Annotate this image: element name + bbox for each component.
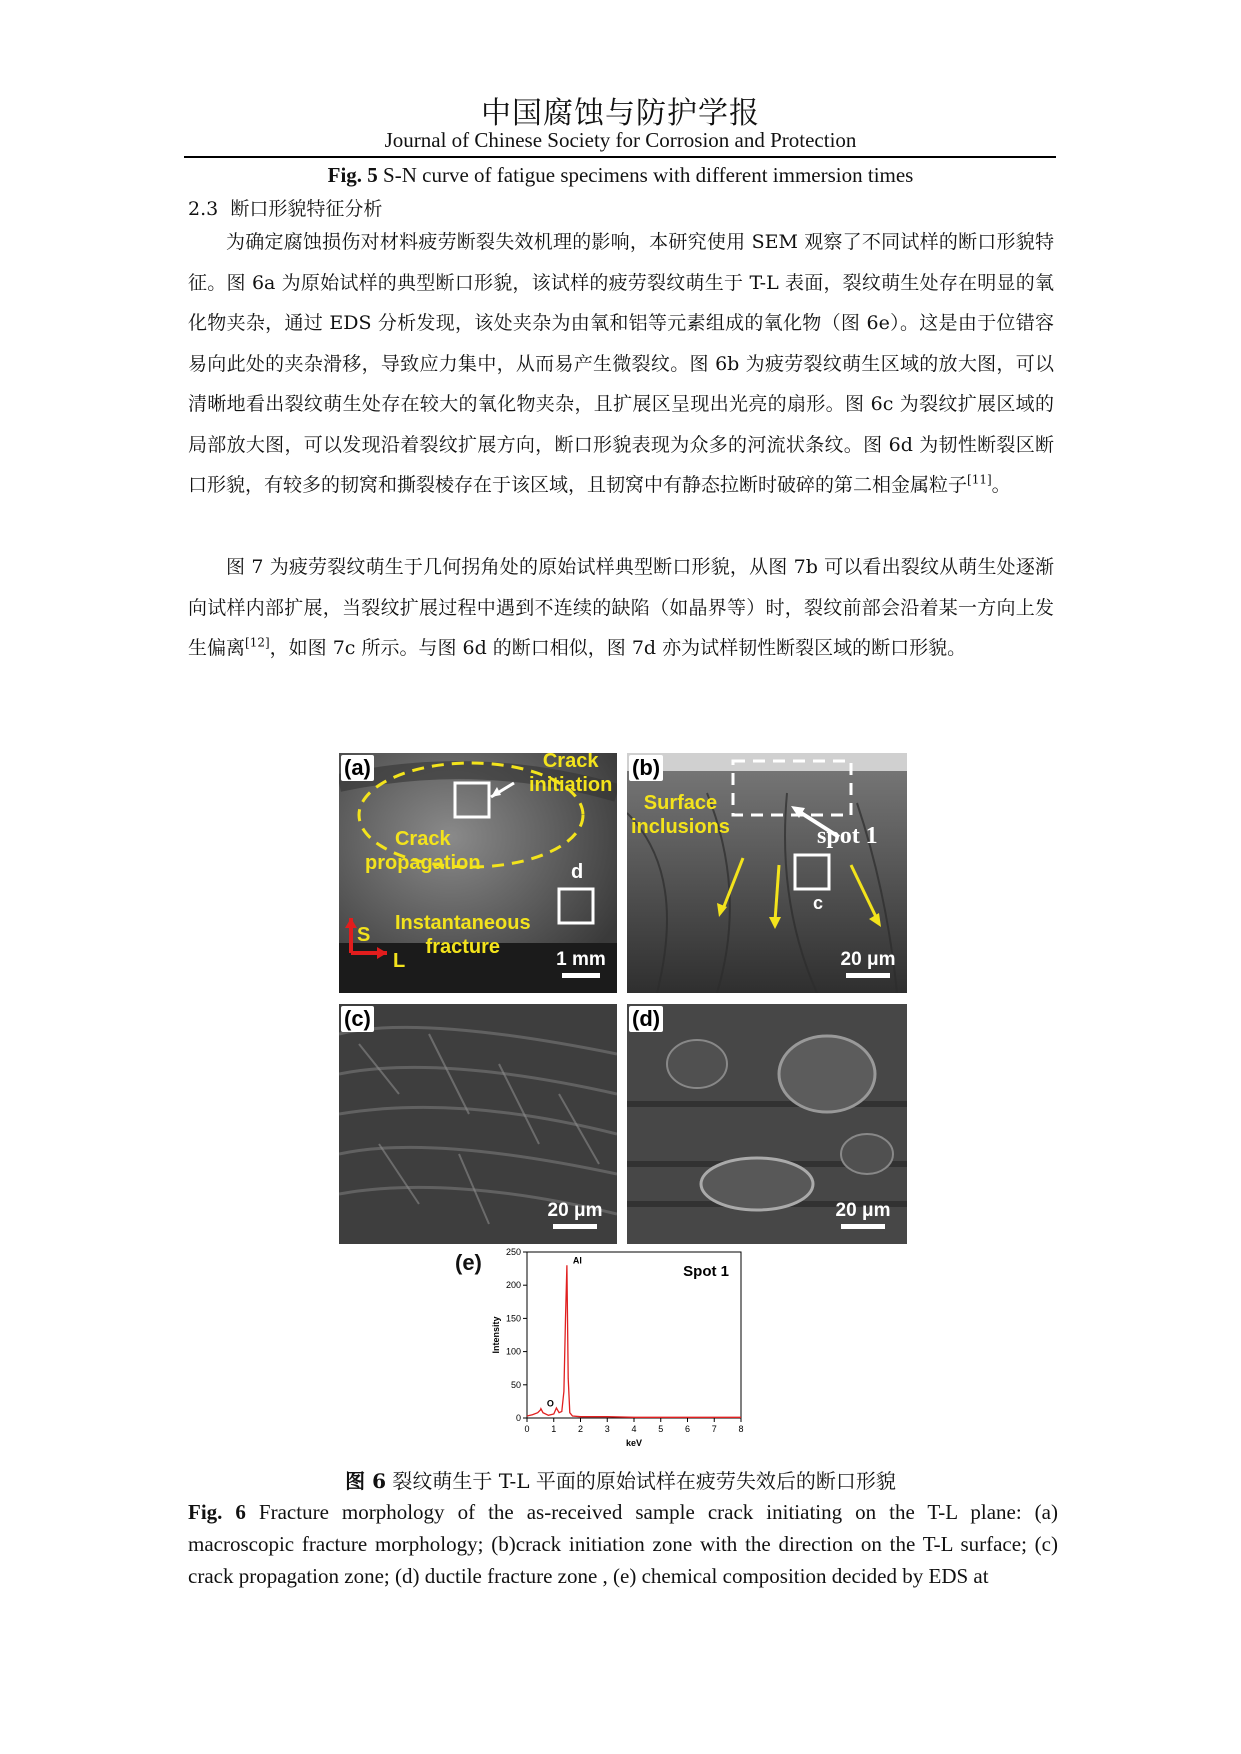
scale-bar-line	[553, 1224, 597, 1229]
y-tick-label: 200	[505, 1280, 521, 1291]
section-heading	[188, 194, 382, 221]
paragraph-2-text: 图 7 为疲劳裂纹萌生于几何拐角处的原始试样典型断口形貌，从图 7b 可以看出裂纹从萌生处逐渐向试样内部扩展，当裂纹扩展过程中遇到不连续的缺陷（如晶界等）时，裂纹前部会沿着某一方向上发生偏离	[188, 556, 1055, 659]
panel-c-image	[339, 1004, 617, 1244]
journal-title-cn: 中国腐蚀与防护学报	[481, 96, 760, 131]
scale-bar-line	[562, 973, 600, 978]
x-tick-label: 4	[631, 1424, 637, 1434]
panel-a-label: (a)	[341, 755, 374, 781]
x-tick-label: 2	[577, 1424, 584, 1434]
x-tick-label: 3	[604, 1424, 610, 1434]
panel-a-scale-text: 1 mm	[556, 949, 606, 970]
panel-b-scale-bar	[833, 949, 903, 978]
peak-label: O	[546, 1398, 554, 1409]
y-tick-label: 100	[505, 1346, 521, 1357]
citation-12[interactable]: [12]	[245, 635, 270, 650]
crack-propagation-label: Crack propagation	[365, 828, 481, 874]
citation-11[interactable]: [11]	[967, 472, 992, 487]
paragraph-1-text: 为确定腐蚀损伤对材料疲劳断裂失效机理的影响，本研究使用 SEM 观察了不同试样的断口形貌特征。图 6a 为原始试样的典型断口形貌，该试样的疲劳裂纹萌生于 T-L 表面，裂纹萌生处存在明显的氧化物夹杂，通过 EDS 分析发现，该处夹杂为由氧和铝等元素组成的氧化物（图 6e）。这是由于位错容易向此处的夹杂滑移，导致应力集中，从而易产生微裂纹。图 6b 为疲劳裂纹萌生区域的放大图，可以清晰地看出裂纹萌生处存在较大的氧化物夹杂，且扩展区呈现出光亮的扇形。图 6c 为裂纹扩展区域的局部放大图，可以发现沿着裂纹扩展方向，断口形貌表现为众多的河流状条纹。图 6d 为韧性断裂区断口形貌，有较多的韧窝和撕裂棱存在于该区域，且韧窝中有静态拉断时破碎的第二相金属粒子	[188, 231, 1055, 496]
section-title: 断口形貌特征分析	[230, 198, 383, 220]
panel-a-scale-bar	[551, 949, 611, 978]
axis-l-label: L	[393, 950, 406, 972]
y-tick-label: 250	[505, 1247, 521, 1257]
scale-bar-line	[846, 973, 890, 978]
panel-d-image	[627, 1004, 907, 1244]
panel-e-label: (e)	[455, 1250, 482, 1275]
panel-d-label: (d)	[629, 1006, 663, 1032]
figure6-caption-cn-label: 图 6	[345, 1469, 386, 1493]
axis-s-label: S	[357, 924, 371, 946]
figure6-caption-en-text: Fracture morphology of the as-received sample crack initiating on the T-L plane: (a) macroscopic fracture morphology; (b)crack initiation zone with the direction on the T-L surface; (c) crack propagation zone; (d) ductile fracture zone , (e) chemical composition decided by EDS at	[188, 1500, 1058, 1588]
crack-initiation-label: Crack initiation	[529, 753, 613, 796]
y-tick-label: 50	[510, 1379, 521, 1390]
x-tick-label: 8	[738, 1424, 744, 1434]
x-tick-label: 1	[551, 1424, 557, 1434]
panel-b-image	[627, 753, 907, 993]
panel-a-box-d-label: d	[571, 861, 584, 883]
paragraph-1	[188, 222, 1054, 506]
panel-d-scale-bar	[827, 1200, 899, 1229]
figure6-caption-en	[188, 1496, 1058, 1592]
header-rule	[184, 156, 1056, 158]
panel-c-scale-text: 20 μm	[547, 1200, 603, 1221]
chart-legend-spot-1: Spot 1	[683, 1263, 729, 1280]
paragraph-1-end: 。	[991, 474, 1011, 496]
panel-b-box-c-label: c	[813, 893, 824, 913]
scale-bar-line	[841, 1224, 885, 1229]
panel-b-scale-text: 20 μm	[840, 949, 896, 970]
fig5-caption	[0, 163, 1241, 188]
instantaneous-fracture-label: Instantaneous fracture	[395, 912, 531, 958]
panel-b-label: (b)	[629, 755, 663, 781]
panel-c-scale-bar	[539, 1200, 611, 1229]
x-tick-label: 7	[711, 1424, 717, 1434]
figure6-caption-en-label: Fig. 6	[188, 1500, 246, 1524]
fig5-text: S-N curve of fatigue specimens with different immersion times	[377, 163, 914, 187]
eds-spectrum-chart	[485, 1244, 765, 1454]
y-tick-label: 150	[505, 1313, 521, 1324]
paragraph-2	[188, 547, 1054, 669]
figure6-caption-cn	[0, 1465, 1241, 1494]
peak-label: Al	[572, 1255, 582, 1266]
x-tick-label: 5	[658, 1424, 664, 1434]
x-tick-label: 6	[684, 1424, 691, 1434]
paragraph-2-end: ，如图 7c 所示。与图 6d 的断口相似，图 7d 亦为试样韧性断裂区域的断口形貌。	[269, 637, 967, 659]
panel-d-scale-text: 20 μm	[835, 1200, 891, 1221]
section-number: 2.3	[188, 198, 219, 220]
x-axis-label: keV	[625, 1438, 643, 1448]
x-tick-label: 0	[524, 1424, 530, 1434]
spot-1-label: spot 1	[817, 823, 878, 849]
panel-c-label: (c)	[341, 1006, 374, 1032]
surface-inclusions-label: Surface inclusions	[631, 792, 730, 838]
y-tick-label: 0	[515, 1413, 521, 1423]
journal-title-en: Journal of Chinese Society for Corrosion and Protection	[384, 128, 857, 152]
panel-a-image	[339, 753, 617, 993]
figure6-caption-cn-text: 裂纹萌生于 T-L 平面的原始试样在疲劳失效后的断口形貌	[386, 1469, 896, 1493]
y-axis-label: Intensity	[491, 1316, 501, 1354]
fig5-label: Fig. 5	[327, 163, 378, 187]
